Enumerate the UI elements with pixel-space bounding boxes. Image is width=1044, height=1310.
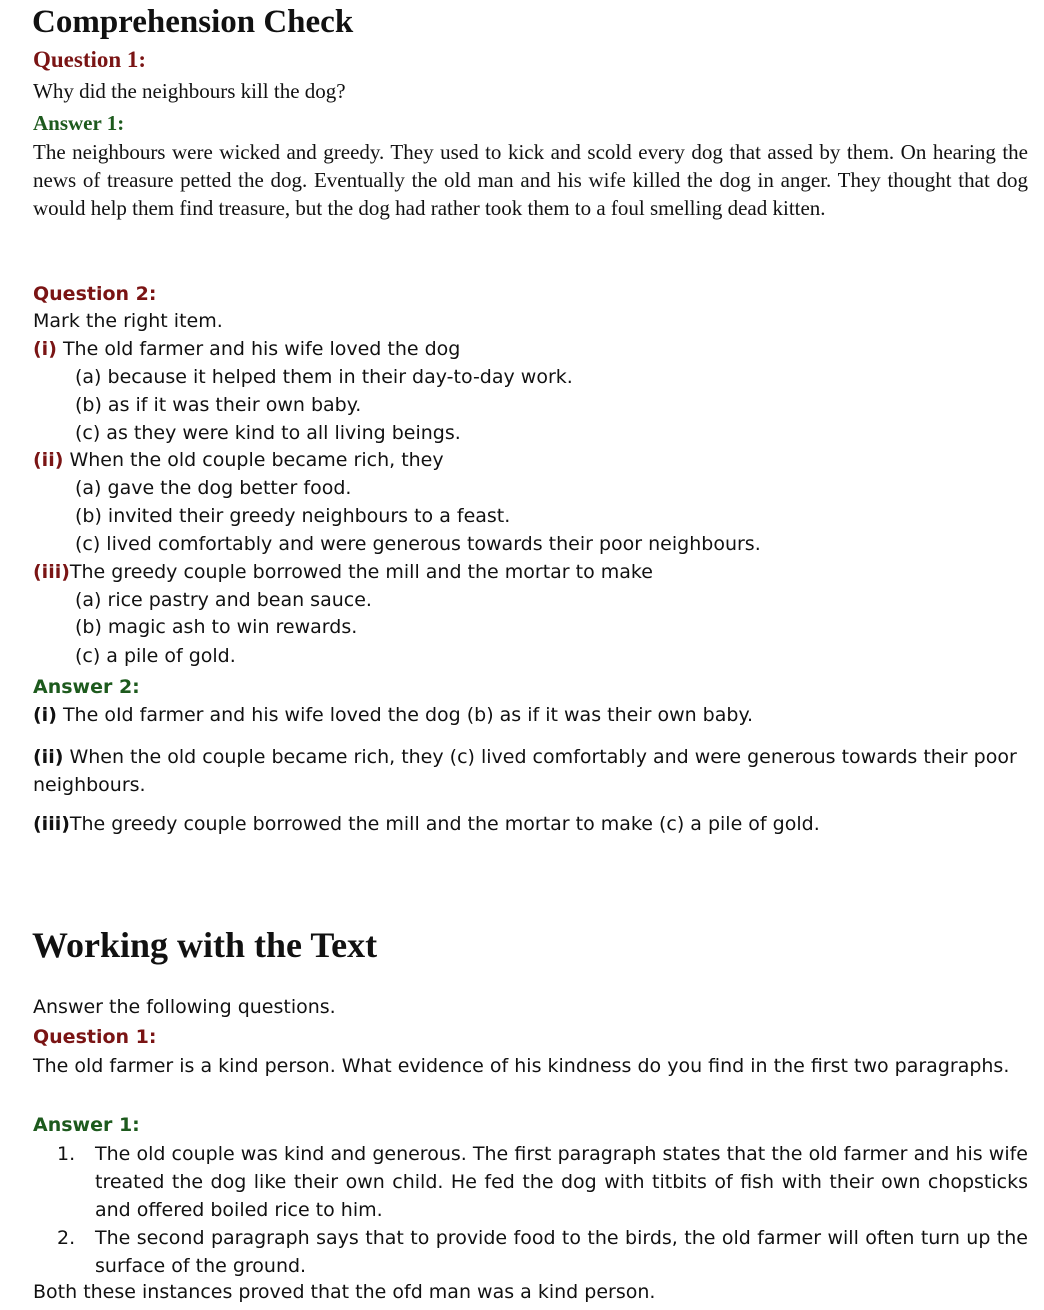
answer-2-item-ii-number: (ii) (33, 746, 64, 768)
item-iii-option-c: (c) a pile of gold. (75, 645, 236, 667)
answer-1-text: The neighbours were wicked and greedy. They used to kick and scold every dog that assed by them. On hearing the news of treasure petted the dog. Eventually the old man and his wife killed the dog in anger. They thought that dog would help them find treasure, but the dog had rather took them to a foul smelling dead kitten. (33, 140, 1028, 220)
answer-2-item-ii-text: When the old couple became rich, they (c) lived comfortably and were generous towards their poor neighbours. (33, 746, 1017, 796)
question-1-label: Question 1: (33, 47, 147, 72)
list-item-text: The old couple was kind and generous. The first paragraph states that the old farmer and his wife treated the dog like their own child. He fed the dog with titbits of fish with their own chopsticks and offered boiled rice to him. (95, 1143, 1028, 1221)
section-2-answer-1-list (33, 1140, 1028, 1280)
list-item (33, 1224, 1028, 1280)
answer-2-item-i (33, 701, 753, 729)
item-i-option-c: (c) as they were kind to all living beings. (75, 422, 461, 444)
answer-2-item-iii (33, 810, 820, 838)
section-title-working-with-the-text: Working with the Text (32, 925, 378, 965)
item-ii (33, 446, 444, 474)
question-2-label: Question 2: (33, 283, 157, 305)
answer-2-item-iii-text: The greedy couple borrowed the mill and the mortar to make (c) a pile of gold. (69, 813, 820, 835)
item-i-option-b: (b) as if it was their own baby. (75, 394, 362, 416)
item-i-option-a: (a) because it helped them in their day-to-day work. (75, 366, 573, 388)
item-iii-number: (iii) (33, 561, 70, 583)
item-iii (33, 558, 653, 586)
section-2-answer-1-label: Answer 1: (33, 1114, 140, 1136)
item-ii-option-c: (c) lived comfortably and were generous towards their poor neighbours. (75, 533, 761, 555)
section-2-question-1-label: Question 1: (33, 1026, 157, 1048)
item-ii-option-a: (a) gave the dog better food. (75, 477, 352, 499)
answer-2-item-iii-number: (iii) (33, 813, 70, 835)
list-item-text: The second paragraph says that to provide food to the birds, the old farmer will often turn up the surface of the ground. (95, 1227, 1028, 1277)
answer-2-label: Answer 2: (33, 676, 140, 698)
section-2-intro: Answer the following questions. (33, 996, 336, 1018)
list-item-number: 1. (57, 1143, 76, 1165)
answer-1-label: Answer 1: (33, 111, 125, 135)
item-i-stem: The old farmer and his wife loved the dog (62, 338, 461, 360)
answer-2-item-ii (33, 743, 1028, 799)
section-2-conclusion: Both these instances proved that the ofd man was a kind person. (33, 1281, 656, 1303)
item-ii-option-b: (b) invited their greedy neighbours to a feast. (75, 505, 511, 527)
item-iii-option-b: (b) magic ash to win rewards. (75, 616, 358, 638)
list-item (33, 1140, 1028, 1224)
question-2-instruction: Mark the right item. (33, 310, 223, 332)
item-iii-stem: The greedy couple borrowed the mill and the mortar to make (69, 561, 653, 583)
question-1-text: Why did the neighbours kill the dog? (33, 79, 346, 103)
item-ii-number: (ii) (33, 449, 64, 471)
answer-2-item-i-text: The oId farmer and his wife loved the dog (b) as if it was their own baby. (62, 704, 754, 726)
item-ii-stem: When the old couple became rich, they (69, 449, 444, 471)
item-i-number: (i) (33, 338, 57, 360)
list-item-number: 2. (57, 1227, 76, 1249)
answer-2-item-i-number: (i) (33, 704, 57, 726)
section-title-comprehension-check: Comprehension Check (32, 4, 354, 40)
item-i (33, 335, 460, 363)
item-iii-option-a: (a) rice pastry and bean sauce. (75, 589, 372, 611)
section-2-question-1-text: The old farmer is a kind person. What evidence of his kindness do you find in the first two paragraphs. (33, 1055, 1010, 1077)
